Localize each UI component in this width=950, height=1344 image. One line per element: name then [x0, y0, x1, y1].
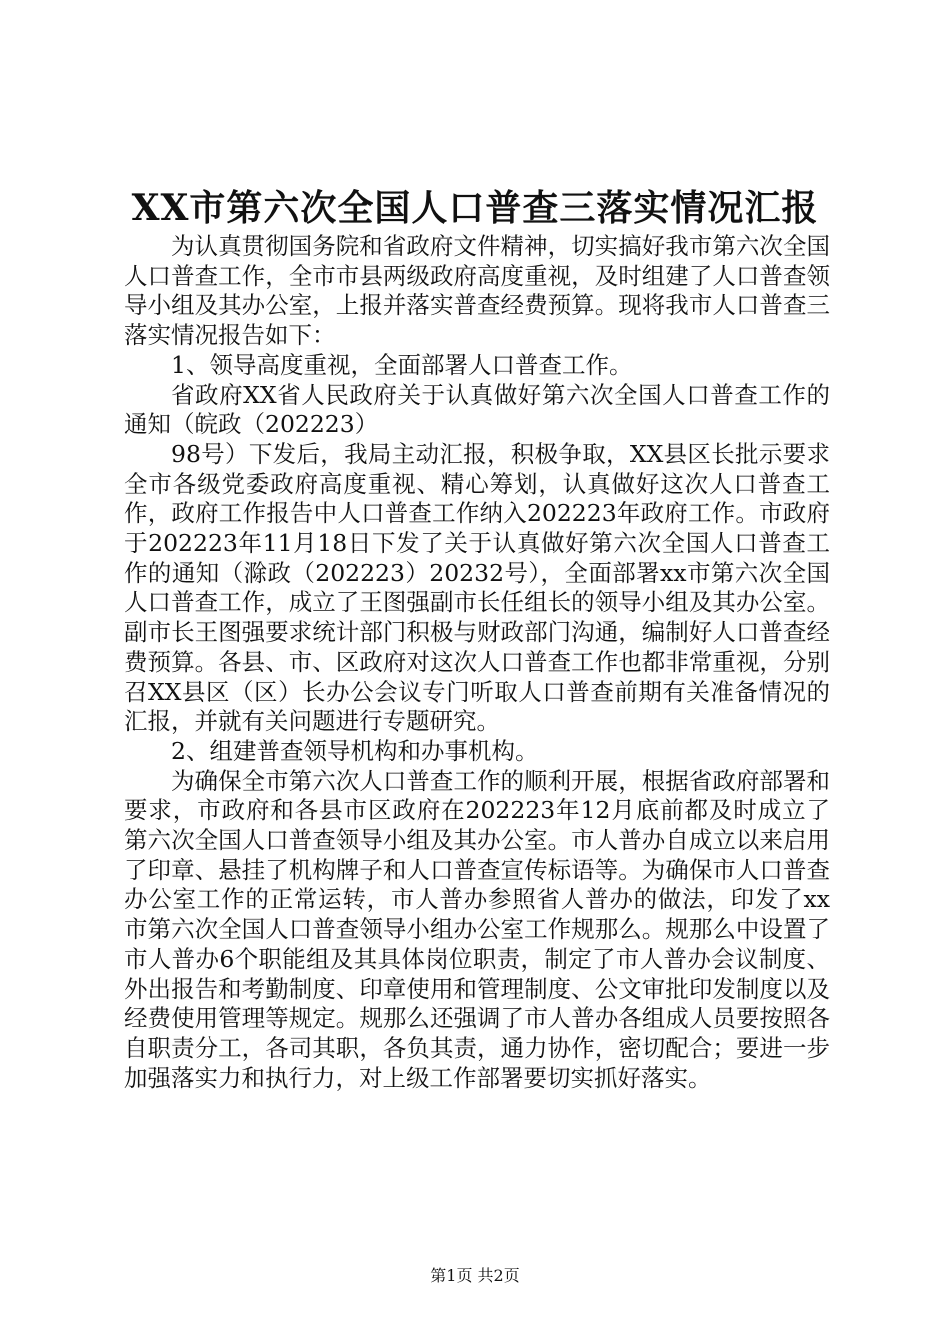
paragraph-organization: 为确保全市第六次人口普查工作的顺利开展，根据省政府部署和要求，市政府和各县市区政府在202223年12月底前都及时成立了第六次全国人口普查领导小组及其办公室。市人普办自成立以来启用了印章、悬挂了机构牌子和人口普查宣传标语等。为确保市人口普查办公室工作的正常运转，市人普办参照省人普办的做法，印发了xx市第六次全国人口普查领导小组办公室工作规那么。规那么中设置了市人普办6个职能组及其具体岗位职责，制定了市人普办会议制度、外出报告和考勤制度、印章使用和管理制度、公文审批印发制度以及经费使用管理等规定。规那么还强调了市人普办各组成人员要按照各自职责分工，各司其职，各负其责，通力协作，密切配合；要进一步加强落实力和执行力，对上级工作部署要切实抓好落实。: [124, 766, 830, 1092]
section-heading-2: 2、组建普查领导机构和办事机构。: [171, 736, 539, 765]
section-heading-1: 1、领导高度重视，全面部署人口普查工作。: [171, 350, 633, 379]
paragraph-notice: 省政府XX省人民政府关于认真做好第六次全国人口普查工作的通知（皖政（202223）: [124, 380, 830, 439]
page-footer: 第1页 共2页: [430, 1266, 520, 1285]
document-title: XX市第六次全国人口普查三落实情况汇报: [131, 187, 819, 229]
document-body: [124, 232, 830, 1093]
paragraph-leadership: 98号）下发后，我局主动汇报，积极争取，XX县区长批示要求全市各级党委政府高度重视、精心筹划，认真做好这次人口普查工作，政府工作报告中人口普查工作纳入202223年政府工作。市政府于202223年11月18日下发了关于认真做好第六次全国人口普查工作的通知（滁政（202223）20232号），全面部署xx市第六次全国人口普查工作，成立了王图强副市长任组长的领导小组及其办公室。副市长王图强要求统计部门积极与财政部门沟通，编制好人口普查经费预算。各县、市、区政府对这次人口普查工作也都非常重视，分别召XX县区（区）长办公会议专门听取人口普查前期有关准备情况的汇报，并就有关问题进行专题研究。: [124, 439, 830, 736]
paragraph-intro: 为认真贯彻国务院和省政府文件精神，切实搞好我市第六次全国人口普查工作，全市市县两级政府高度重视，及时组建了人口普查领导小组及其办公室，上报并落实普查经费预算。现将我市人口普查三落实情况报告如下：: [124, 232, 830, 350]
